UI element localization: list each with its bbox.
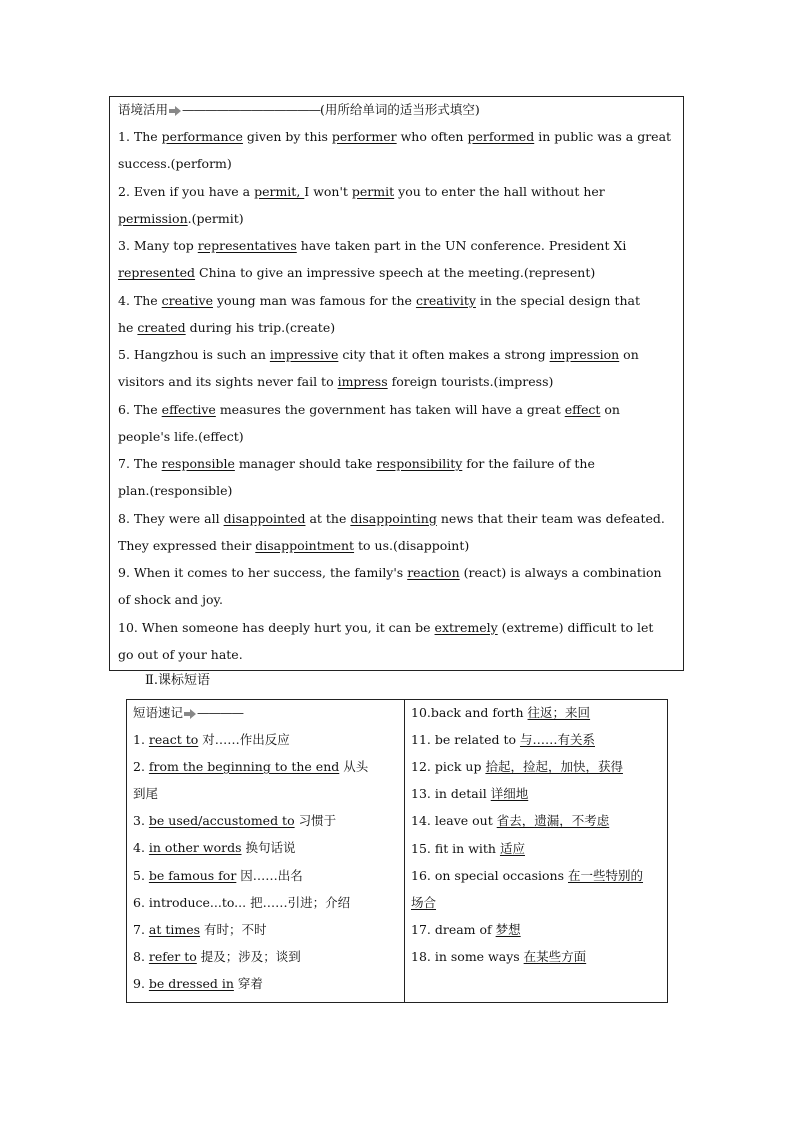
line-text: in public was a great bbox=[534, 129, 672, 144]
line-text: 对……作出反应 bbox=[198, 732, 290, 747]
answer-text: representatives bbox=[197, 238, 297, 253]
line-text: 6. introduce...to... 把……引进；介绍 bbox=[133, 894, 351, 910]
line-text: plan.(responsible) bbox=[118, 483, 233, 499]
exercise-item-line bbox=[118, 211, 244, 227]
line-text: China to give an impressive speech at the meeting.(represent) bbox=[195, 265, 596, 281]
line-text: 1. The bbox=[118, 129, 162, 144]
line-text: 8. bbox=[133, 948, 149, 964]
exercise-item-line bbox=[118, 456, 595, 472]
line-text: 3. Many top bbox=[118, 238, 198, 253]
answer-text: in other words bbox=[148, 840, 242, 856]
line-text: 换句话说 bbox=[241, 840, 296, 856]
exercise-item-line bbox=[118, 592, 223, 608]
answer-text: from the beginning to the end bbox=[148, 759, 340, 775]
answer-text: 在一些特别的 bbox=[568, 867, 644, 883]
phrase-heading-dashes: ———— bbox=[197, 705, 244, 720]
exercise-item-line bbox=[118, 483, 232, 499]
line-text: 5. bbox=[133, 867, 149, 883]
phrase-item bbox=[411, 732, 595, 748]
phrase-item bbox=[133, 976, 263, 992]
section-title: Ⅱ.课标短语 bbox=[145, 673, 210, 688]
phrase-item bbox=[133, 949, 301, 965]
line-text: 10. When someone has deeply hurt you, it can be bbox=[118, 619, 435, 635]
line-text: during his trip.(create) bbox=[185, 319, 336, 335]
exercise-instruction: (用所给单词的适当形式填空) bbox=[320, 102, 480, 117]
phrase-item bbox=[133, 922, 267, 938]
line-text: 2. Even if you have a bbox=[118, 183, 255, 199]
answer-text: performed bbox=[467, 129, 535, 144]
answer-text: 场合 bbox=[411, 894, 437, 910]
exercise-item-line bbox=[118, 238, 626, 254]
line-text: 14. leave out bbox=[411, 813, 497, 829]
line-text: on bbox=[600, 401, 620, 417]
line-text: city that it often makes a strong bbox=[338, 347, 550, 362]
line-text: 9. bbox=[133, 975, 149, 991]
line-text: at the bbox=[305, 510, 351, 526]
phrase-table bbox=[126, 699, 668, 1003]
answer-text: responsible bbox=[161, 456, 235, 471]
phrase-item bbox=[133, 895, 350, 911]
line-text: 4. The bbox=[118, 292, 162, 308]
phrase-item bbox=[133, 840, 295, 856]
line-text: manager should take bbox=[234, 456, 377, 471]
exercise-item-line bbox=[118, 511, 665, 527]
exercise-item-line bbox=[118, 156, 232, 172]
answer-text: effect bbox=[564, 401, 601, 417]
exercise-item-line bbox=[118, 565, 662, 581]
answer-text: impression bbox=[549, 347, 620, 362]
line-text: 11. be related to bbox=[411, 732, 520, 748]
answer-text: 往返；来回 bbox=[527, 705, 591, 720]
exercise-item-line bbox=[118, 402, 620, 418]
answer-text: 与……有关系 bbox=[519, 732, 595, 748]
line-text: 3. bbox=[133, 813, 149, 829]
answer-text: impress bbox=[337, 374, 388, 390]
arrow-right-icon bbox=[183, 708, 197, 720]
line-text: success.(perform) bbox=[118, 156, 232, 172]
line-text: (react) is always a combination bbox=[459, 565, 662, 580]
line-text: have taken part in the UN conference. President Xi bbox=[296, 238, 627, 253]
line-text: 2. bbox=[133, 759, 149, 775]
line-text: foreign tourists.(impress) bbox=[387, 374, 554, 390]
phrase-item bbox=[411, 813, 609, 829]
exercise-item-line bbox=[118, 538, 469, 554]
answer-text: represented bbox=[118, 265, 196, 281]
line-text: 穿着 bbox=[233, 975, 263, 991]
line-text: (extreme) difficult to let bbox=[497, 619, 654, 635]
exercise-heading-dashes: ———————————— bbox=[182, 102, 321, 117]
line-text: 8. They were all bbox=[118, 510, 224, 526]
exercise-item-line bbox=[118, 129, 671, 145]
line-text: in the special design that bbox=[475, 292, 640, 308]
answer-text: creativity bbox=[415, 292, 476, 308]
phrase-item bbox=[411, 759, 623, 775]
answer-text: be famous for bbox=[148, 867, 237, 883]
line-text: 因……出名 bbox=[236, 867, 303, 883]
line-text: who often bbox=[396, 129, 468, 144]
answer-text: 拾起，捡起，加快，获得 bbox=[485, 759, 623, 775]
line-text: visitors and its sights never fail to bbox=[118, 374, 338, 390]
answer-text: permit, bbox=[254, 183, 305, 199]
line-text: 到尾 bbox=[133, 786, 159, 802]
answer-text: disappointment bbox=[255, 537, 355, 553]
answer-text: 梦想 bbox=[495, 921, 521, 937]
exercise-item-line bbox=[118, 347, 639, 363]
phrase-item bbox=[133, 732, 290, 748]
line-text: young man was famous for the bbox=[212, 292, 416, 308]
answer-text: impressive bbox=[269, 347, 339, 362]
answer-text: created bbox=[137, 319, 186, 335]
arrow-right-icon bbox=[168, 105, 182, 117]
phrase-item bbox=[411, 922, 521, 938]
phrase-item bbox=[133, 759, 368, 775]
line-text: to us.(disappoint) bbox=[354, 537, 470, 553]
line-text: 7. The bbox=[118, 456, 162, 471]
column-divider bbox=[404, 700, 405, 1002]
line-text: 提及；涉及；谈到 bbox=[196, 948, 301, 964]
exercise-item-line bbox=[118, 293, 640, 309]
answer-text: be dressed in bbox=[148, 975, 234, 991]
answer-text: reaction bbox=[407, 565, 460, 580]
line-text: 17. dream of bbox=[411, 921, 496, 937]
phrase-item bbox=[411, 895, 436, 911]
exercise-item-line bbox=[118, 265, 595, 281]
answer-text: extremely bbox=[434, 619, 498, 635]
line-text: 18. in some ways bbox=[411, 948, 524, 964]
phrase-item bbox=[411, 705, 590, 721]
phrase-item bbox=[133, 813, 336, 829]
answer-text: performance bbox=[161, 129, 243, 144]
answer-text: 适应 bbox=[499, 840, 525, 856]
line-text: I won't bbox=[304, 183, 352, 199]
line-text: 7. bbox=[133, 921, 149, 937]
phrase-item bbox=[133, 786, 158, 802]
line-text: 有时；不时 bbox=[200, 921, 267, 937]
line-text: he bbox=[118, 319, 138, 335]
answer-text: react to bbox=[148, 732, 199, 747]
answer-text: 省去，遗漏，不考虑 bbox=[496, 813, 610, 829]
answer-text: responsibility bbox=[376, 456, 463, 471]
exercise-header bbox=[118, 102, 480, 118]
line-text: 13. in detail bbox=[411, 786, 491, 802]
answer-text: 在某些方面 bbox=[523, 948, 587, 964]
line-text: on bbox=[619, 347, 639, 362]
line-text: 9. When it comes to her success, the family's bbox=[118, 565, 408, 580]
line-text: 1. bbox=[133, 732, 149, 747]
line-text: for the failure of the bbox=[462, 456, 595, 471]
line-text: 习惯于 bbox=[294, 813, 337, 829]
phrase-item bbox=[133, 868, 303, 884]
answer-text: creative bbox=[161, 292, 213, 308]
line-text: 12. pick up bbox=[411, 759, 486, 775]
line-text: given by this bbox=[242, 129, 332, 144]
line-text: They expressed their bbox=[118, 537, 256, 553]
answer-text: be used/accustomed to bbox=[148, 813, 295, 829]
phrase-heading-row bbox=[133, 705, 243, 721]
answer-text: 详细地 bbox=[490, 786, 529, 802]
exercise-item-line bbox=[118, 320, 335, 336]
line-text: measures the government has taken will have a great bbox=[215, 401, 565, 417]
phrase-heading: 短语速记 bbox=[133, 705, 184, 720]
exercise-item-line bbox=[118, 374, 553, 390]
phrase-item bbox=[411, 786, 528, 802]
line-text: of shock and joy. bbox=[118, 592, 223, 608]
answer-text: disappointed bbox=[223, 510, 306, 526]
answer-text: performer bbox=[331, 129, 397, 144]
line-text: you to enter the hall without her bbox=[394, 183, 605, 199]
exercise-box bbox=[109, 96, 684, 671]
exercise-item-line bbox=[118, 184, 605, 200]
phrase-item bbox=[411, 841, 525, 857]
answer-text: permission bbox=[118, 210, 188, 226]
exercise-item-line bbox=[118, 647, 243, 663]
line-text: .(permit) bbox=[187, 210, 244, 226]
answer-text: permit bbox=[351, 183, 395, 199]
line-text: 16. on special occasions bbox=[411, 867, 568, 883]
exercise-heading: 语境活用 bbox=[118, 102, 169, 117]
answer-text: at times bbox=[148, 921, 201, 937]
answer-text: disappointing bbox=[350, 510, 437, 526]
line-text: 6. The bbox=[118, 401, 162, 417]
exercise-item-line bbox=[118, 620, 653, 636]
answer-text: refer to bbox=[148, 948, 197, 964]
exercise-item-line bbox=[118, 429, 244, 445]
phrase-item bbox=[411, 868, 643, 884]
line-text: 4. bbox=[133, 840, 149, 856]
line-text: 10.back and forth bbox=[411, 705, 528, 720]
line-text: 15. fit in with bbox=[411, 840, 500, 856]
line-text: news that their team was defeated. bbox=[436, 510, 665, 526]
line-text: 从头 bbox=[339, 759, 369, 775]
line-text: people's life.(effect) bbox=[118, 428, 244, 444]
phrase-item bbox=[411, 949, 586, 965]
line-text: 5. Hangzhou is such an bbox=[118, 347, 270, 362]
answer-text: effective bbox=[161, 401, 216, 417]
line-text: go out of your hate. bbox=[118, 646, 243, 662]
